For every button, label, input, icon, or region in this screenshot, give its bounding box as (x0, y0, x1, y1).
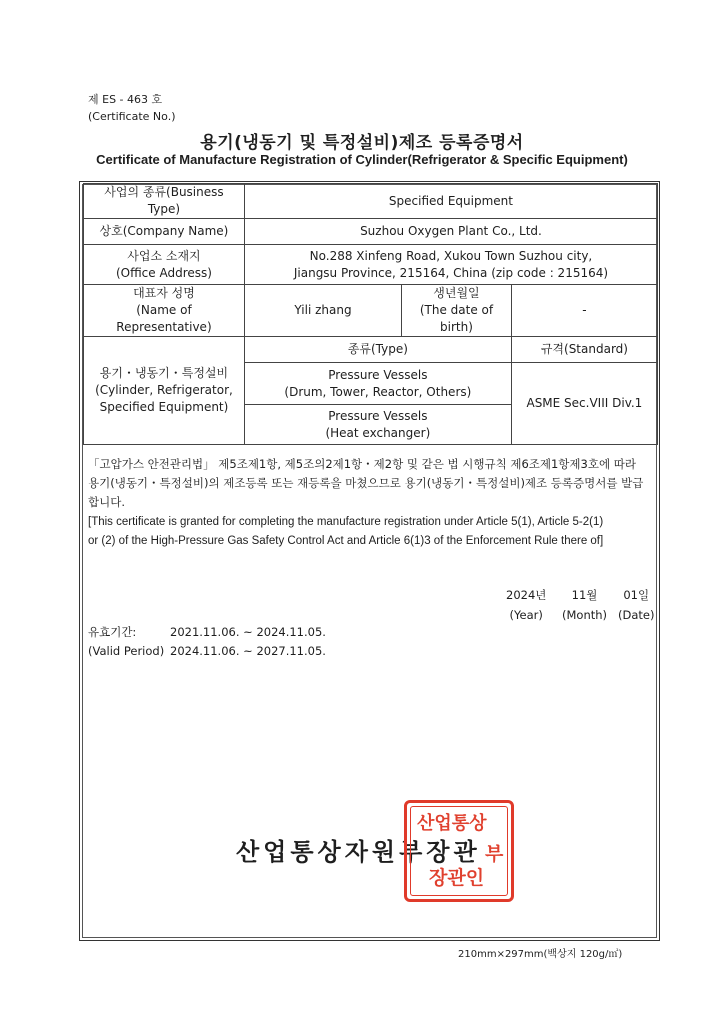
paper-spec: 210mm×297mm(백상지 120g/㎡) (458, 949, 623, 960)
seal-line1: 산업통상 (417, 813, 487, 834)
validity-label-en: (Valid Period) (88, 644, 165, 658)
issue-day-value: 01일 (623, 588, 650, 602)
validity-period-2: 2024.11.06. ~ 2027.11.05. (170, 644, 326, 658)
type-row-1 (244, 363, 511, 405)
birth-date-value: - (511, 285, 657, 337)
representative-value: Yili zhang (244, 285, 401, 337)
office-address-label-ko: 사업소 소재지 (127, 248, 201, 263)
issue-year-label: (Year) (509, 608, 543, 622)
office-address-value (244, 245, 657, 285)
birth-date-label (402, 285, 512, 337)
statement-ko-line2: 용기(냉동기・특정설비)의 제조등록 또는 재등록을 마쳤으므로 용기(냉동기・특정설비)제조 등록증명서를 발급 (88, 476, 644, 490)
representative-label-en: (Name of Representative) (116, 303, 212, 334)
official-seal-stamp (404, 800, 514, 902)
type2-line2: (Heat exchanger) (325, 425, 431, 440)
business-type-value: Specified Equipment (244, 184, 657, 219)
statement-ko-line1: 「고압가스 안전관리법」 제5조제1항, 제5조의2제1항・제2항 및 같은 법 시행규칙 제6조제1항제3호에 따라 (88, 457, 636, 471)
seal-side: 부 (485, 843, 504, 865)
certification-statement-ko (88, 455, 654, 512)
issue-day (618, 585, 654, 625)
issue-month (562, 585, 607, 625)
issue-month-value: 11월 (571, 588, 598, 602)
type-header: 종류(Type) (244, 337, 511, 363)
title-korean: 용기(냉동기 및 특정설비)제조 등록증명서 (200, 133, 524, 153)
standard-header: 규격(Standard) (511, 337, 657, 363)
category-ko: 용기・냉동기・특정설비 (99, 366, 229, 380)
birth-date-label-en: (The date of birth) (419, 303, 494, 334)
category-en2: Specified Equipment) (99, 400, 229, 414)
validity-label-ko: 유효기간: (88, 625, 137, 639)
statement-en-line1: [This certificate is granted for completing the manufacture registration under Article 5(1), Article 5-2(1) (88, 516, 604, 528)
representative-label (84, 285, 245, 337)
type2-line1: Pressure Vessels (328, 408, 428, 423)
certificate-number-label: (Certificate No.) (88, 110, 176, 123)
category-cell (84, 337, 245, 445)
office-address-label-en: (Office Address) (115, 265, 212, 280)
minister-signature: 산업통상자원부장관 (236, 838, 481, 866)
company-name-label: 상호(Company Name) (84, 219, 245, 245)
business-type-label: 사업의 종류(Business Type) (84, 184, 245, 219)
type-row-2 (244, 405, 511, 445)
representative-label-ko: 대표자 성명 (133, 286, 195, 300)
category-en1: (Cylinder, Refrigerator, (95, 383, 233, 397)
type1-line2: (Drum, Tower, Reactor, Others) (284, 384, 472, 399)
registration-table (83, 183, 658, 445)
statement-en-line2: or (2) of the High-Pressure Gas Safety Control Act and Article 6(1)3 of the Enforcement Rule there of] (88, 535, 604, 547)
type1-line1: Pressure Vessels (328, 367, 428, 382)
certification-statement-en (88, 513, 654, 551)
standard-value: ASME Sec.VIII Div.1 (511, 363, 657, 445)
statement-ko-line3: 합니다. (88, 495, 125, 509)
seal-line2: 장관인 (429, 867, 485, 889)
title-english: Certificate of Manufacture Registration of Cylinder(Refrigerator & Specific Equipment) (96, 152, 628, 167)
birth-date-label-ko: 생년월일 (433, 286, 480, 300)
issue-year (506, 585, 546, 625)
validity-period-1: 2021.11.06. ~ 2024.11.05. (170, 625, 326, 639)
office-address-label (84, 245, 245, 285)
office-address-line2: Jiangsu Province, 215164, China (zip code : 215164) (293, 265, 609, 280)
issue-day-label: (Date) (618, 608, 655, 622)
issue-month-label: (Month) (562, 608, 608, 622)
issue-year-value: 2024년 (506, 588, 547, 602)
company-name-value: Suzhou Oxygen Plant Co., Ltd. (244, 219, 657, 245)
office-address-line1: No.288 Xinfeng Road, Xukou Town Suzhou city, (309, 248, 593, 263)
certificate-number: 제 ES - 463 호 (88, 93, 163, 106)
